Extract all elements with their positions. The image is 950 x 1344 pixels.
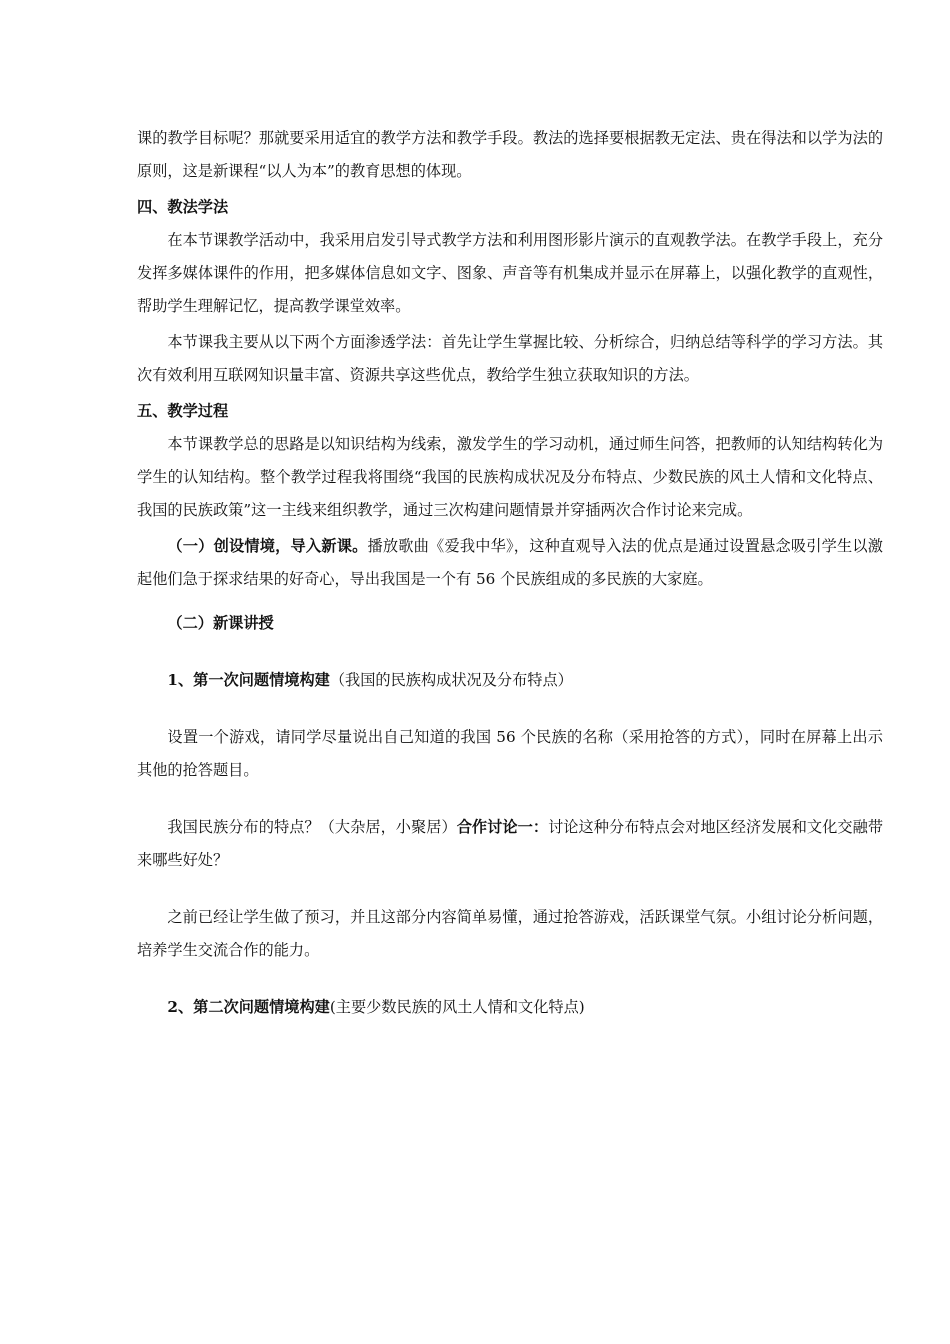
intro-section-title: （一）创设情境，导入新课。 <box>167 537 368 555</box>
document-page <box>137 122 883 1024</box>
paragraph-preview: 之前已经让学生做了预习，并且这部分内容简单易懂，通过抢答游戏，活跃课堂气氛。小组讨论分析问题，培养学生交流合作的能力。 <box>137 908 883 959</box>
discussion-one-label: 合作讨论一： <box>456 818 549 836</box>
paragraph-game: 设置一个游戏，请同学尽量说出自己知道的我国 56 个民族的名称（采用抢答的方式），同时在屏幕上出示其他的抢答题目。 <box>137 728 883 779</box>
intro-section-text: 播放歌曲《爱我中华》，这种直观导入法的优点是通过设置悬念吸引学生以激起他们急于探求结果的好奇心，导出我国是一个有 56 个民族组成的多民族的大家庭。 <box>137 537 883 588</box>
paragraph-discussion-one <box>137 811 883 877</box>
paragraph-process-overview: 本节课教学总的思路是以知识结构为线索，激发学生的学习动机，通过师生问答，把教师的认知结构转化为学生的认知结构。整个教学过程我将围绕“我国的民族构成状况及分布特点、少数民族的风土人情和文化特点、我国的民族政策”这一主线来组织教学，通过三次构建问题情景并穿插两次合作讨论来完成。 <box>137 435 883 519</box>
heading-new-lesson: （二）新课讲授 <box>167 614 274 632</box>
paragraph-learning-methods: 本节课我主要从以下两个方面渗透学法：首先让学生掌握比较、分析综合，归纳总结等科学的学习方法。其次有效利用互联网知识量丰富、资源共享这些优点，教给学生独立获取知识的方法。 <box>137 333 883 384</box>
paragraph-teaching-goal: 课的教学目标呢？那就要采用适宜的教学方法和教学手段。教法的选择要根据教无定法、贵在得法和以学为法的原则，这是新课程“以人为本”的教育思想的体现。 <box>137 129 883 180</box>
scenario-two-title: 2、第二次问题情境构建 <box>167 998 330 1016</box>
scenario-one-text: （我国的民族构成状况及分布特点） <box>329 671 573 689</box>
paragraph-scenario-one <box>137 664 883 697</box>
heading-process: 五、教学过程 <box>137 402 229 420</box>
paragraph-teaching-methods: 在本节课教学活动中，我采用启发引导式教学方法和利用图形影片演示的直观教学法。在教学手段上，充分发挥多媒体课件的作用，把多媒体信息如文字、图象、声音等有机集成并显示在屏幕上，以强化教学的直观性，帮助学生理解记忆，提高教学课堂效率。 <box>137 231 883 315</box>
paragraph-scenario-two <box>137 991 883 1024</box>
discussion-one-text: 讨论这种分布特点会对地区经济发展和文化交融带来哪些好处？ <box>137 818 884 869</box>
scenario-two-text: (主要少数民族的风土人情和文化特点) <box>329 998 585 1016</box>
scenario-one-title: 1、第一次问题情境构建 <box>167 671 330 689</box>
heading-methods: 四、教法学法 <box>137 198 229 216</box>
distribution-question: 我国民族分布的特点？（大杂居，小聚居） <box>167 818 457 836</box>
paragraph-intro-section <box>137 530 883 596</box>
